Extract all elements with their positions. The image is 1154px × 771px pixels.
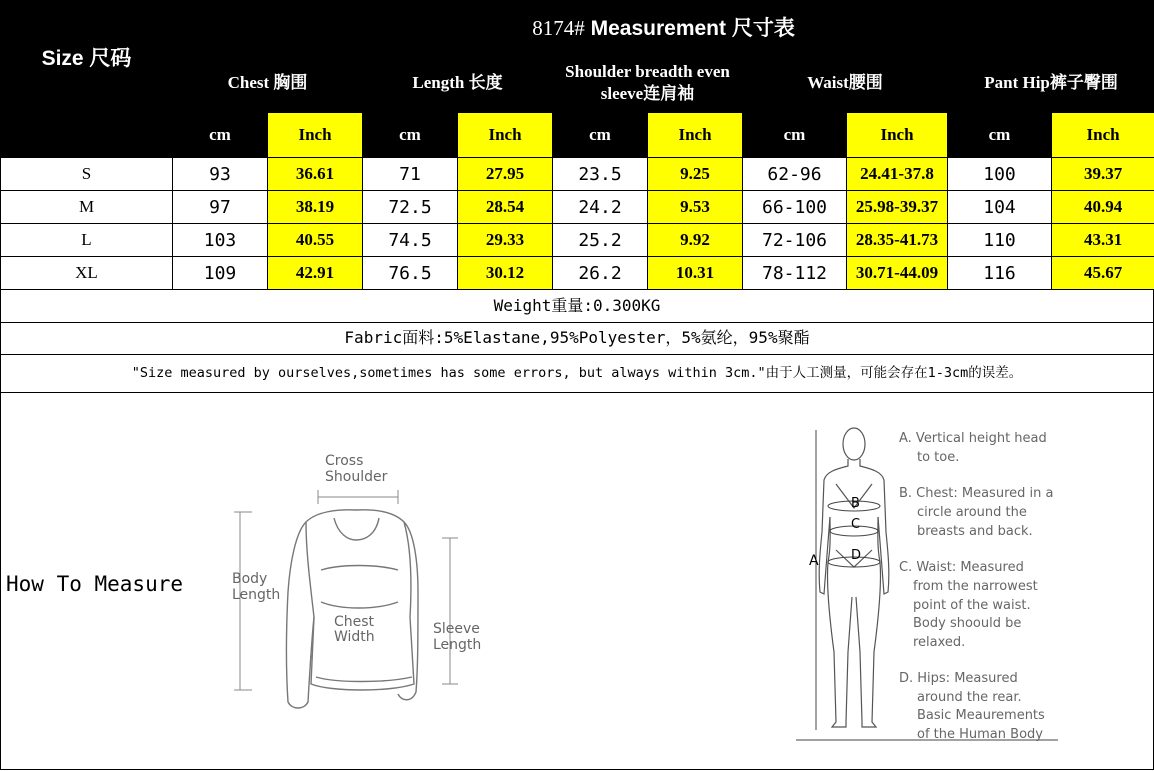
length-inch: 27.95 bbox=[458, 158, 553, 191]
unit-inch: Inch bbox=[1052, 113, 1154, 158]
waist-header: Waist腰围 bbox=[743, 54, 948, 113]
body-legend bbox=[899, 431, 1053, 742]
product-code: 8174# bbox=[532, 16, 585, 40]
size-header: Size 尺码 bbox=[1, 1, 173, 113]
legend-c-line3: point of the waist. bbox=[913, 598, 1031, 613]
marker-c: C bbox=[851, 517, 861, 532]
chest-width-label-1: Chest bbox=[334, 614, 375, 630]
unit-inch: Inch bbox=[648, 113, 743, 158]
legend-c-line5: relaxed. bbox=[913, 635, 966, 650]
size-label: L bbox=[1, 224, 173, 257]
hip-inch: 45.67 bbox=[1052, 257, 1154, 290]
human-figure bbox=[819, 428, 889, 727]
chest-header: Chest 胸围 bbox=[173, 54, 363, 113]
how-to-measure-label: How To Measure bbox=[6, 572, 184, 596]
shoulder-inch: 9.25 bbox=[648, 158, 743, 191]
table-row bbox=[1, 191, 1154, 224]
body-measurement-diagram bbox=[796, 422, 1061, 747]
unit-cm: cm bbox=[948, 113, 1052, 158]
waist-cm: 66-100 bbox=[743, 191, 847, 224]
table-row bbox=[1, 257, 1154, 290]
table-title bbox=[173, 1, 1154, 54]
shoulder-cm: 24.2 bbox=[553, 191, 648, 224]
shoulder-header bbox=[553, 54, 743, 113]
legend-a-line1: A. Vertical height head bbox=[899, 431, 1047, 446]
shoulder-cm: 26.2 bbox=[553, 257, 648, 290]
length-inch: 30.12 bbox=[458, 257, 553, 290]
measurement-note: "Size measured by ourselves,sometimes has some errors, but always within 3cm."由于人工测量，可能会存在1-3cm的误差。 bbox=[0, 354, 1154, 393]
shoulder-inch: 9.53 bbox=[648, 191, 743, 224]
table-row bbox=[1, 224, 1154, 257]
hip-cm: 100 bbox=[948, 158, 1052, 191]
unit-cm: cm bbox=[743, 113, 847, 158]
unit-cm: cm bbox=[363, 113, 458, 158]
legend-d-line2: around the rear. bbox=[917, 690, 1022, 705]
body-length-label-2: Length bbox=[232, 587, 281, 603]
marker-b: B bbox=[851, 496, 860, 511]
length-inch: 29.33 bbox=[458, 224, 553, 257]
sleeve-length-label-1: Sleeve bbox=[433, 621, 480, 637]
hip-inch: 39.37 bbox=[1052, 158, 1154, 191]
legend-c-line2: from the narrowest bbox=[913, 579, 1038, 594]
legend-d-line1: D. Hips: Measured bbox=[899, 671, 1018, 686]
shoulder-header-line2: sleeve连肩袖 bbox=[600, 84, 695, 103]
hip-inch: 40.94 bbox=[1052, 191, 1154, 224]
waist-inch: 24.41-37.8 bbox=[847, 158, 948, 191]
length-cm: 74.5 bbox=[363, 224, 458, 257]
chest-inch: 38.19 bbox=[268, 191, 363, 224]
length-header: Length 长度 bbox=[363, 54, 553, 113]
title-text: Measurement 尺寸表 bbox=[590, 17, 795, 40]
unit-inch: Inch bbox=[847, 113, 948, 158]
waist-cm: 62-96 bbox=[743, 158, 847, 191]
size-label: XL bbox=[1, 257, 173, 290]
weight-row: Weight重量:0.300KG bbox=[0, 289, 1154, 323]
length-cm: 76.5 bbox=[363, 257, 458, 290]
waist-cm: 78-112 bbox=[743, 257, 847, 290]
waist-inch: 28.35-41.73 bbox=[847, 224, 948, 257]
how-to-measure-section bbox=[0, 392, 1154, 770]
waist-cm: 72-106 bbox=[743, 224, 847, 257]
legend-d-line3: Basic Meaurements bbox=[917, 708, 1045, 723]
chest-cm: 103 bbox=[173, 224, 268, 257]
sweater-outline bbox=[287, 510, 419, 708]
chest-inch: 40.55 bbox=[268, 224, 363, 257]
length-cm: 72.5 bbox=[363, 191, 458, 224]
hip-cm: 110 bbox=[948, 224, 1052, 257]
shoulder-inch: 10.31 bbox=[648, 257, 743, 290]
cross-label-2: Shoulder bbox=[325, 469, 388, 485]
unit-inch: Inch bbox=[268, 113, 363, 158]
legend-c-line1: C. Waist: Measured bbox=[899, 560, 1024, 575]
length-cm: 71 bbox=[363, 158, 458, 191]
waist-inch: 30.71-44.09 bbox=[847, 257, 948, 290]
size-label: S bbox=[1, 158, 173, 191]
sleeve-length-label-2: Length bbox=[433, 637, 482, 653]
length-inch: 28.54 bbox=[458, 191, 553, 224]
size-unit-cell bbox=[1, 113, 173, 158]
chest-width-label-2: Width bbox=[334, 629, 375, 645]
unit-cm: cm bbox=[173, 113, 268, 158]
chest-inch: 42.91 bbox=[268, 257, 363, 290]
size-table bbox=[0, 0, 1154, 290]
fabric-row: Fabric面料:5%Elastane,95%Polyester，5%氨纶，95%聚酯 bbox=[0, 322, 1154, 355]
body-length-label-1: Body bbox=[232, 571, 268, 587]
unit-inch: Inch bbox=[458, 113, 553, 158]
marker-a: A bbox=[809, 553, 819, 569]
table-row bbox=[1, 158, 1154, 191]
sweater-diagram bbox=[226, 452, 496, 712]
shoulder-inch: 9.92 bbox=[648, 224, 743, 257]
cross-label-1: Cross bbox=[325, 453, 364, 469]
hip-cm: 104 bbox=[948, 191, 1052, 224]
size-label: M bbox=[1, 191, 173, 224]
shoulder-header-line1: Shoulder breadth even bbox=[565, 62, 730, 81]
legend-b-line2: circle around the bbox=[917, 505, 1027, 520]
chest-cm: 109 bbox=[173, 257, 268, 290]
marker-d: D bbox=[851, 548, 862, 563]
legend-c-line4: Body shoould be bbox=[913, 616, 1022, 631]
hip-inch: 43.31 bbox=[1052, 224, 1154, 257]
legend-d-line4: of the Human Body bbox=[917, 727, 1043, 742]
hip-cm: 116 bbox=[948, 257, 1052, 290]
chest-cm: 97 bbox=[173, 191, 268, 224]
legend-a-line2: to toe. bbox=[917, 450, 960, 465]
shoulder-cm: 25.2 bbox=[553, 224, 648, 257]
waist-inch: 25.98-39.37 bbox=[847, 191, 948, 224]
chest-inch: 36.61 bbox=[268, 158, 363, 191]
legend-b-line1: B. Chest: Measured in a bbox=[899, 486, 1054, 501]
chest-cm: 93 bbox=[173, 158, 268, 191]
pant-hip-header: Pant Hip裤子臀围 bbox=[948, 54, 1154, 113]
shoulder-cm: 23.5 bbox=[553, 158, 648, 191]
unit-cm: cm bbox=[553, 113, 648, 158]
legend-b-line3: breasts and back. bbox=[917, 524, 1033, 539]
